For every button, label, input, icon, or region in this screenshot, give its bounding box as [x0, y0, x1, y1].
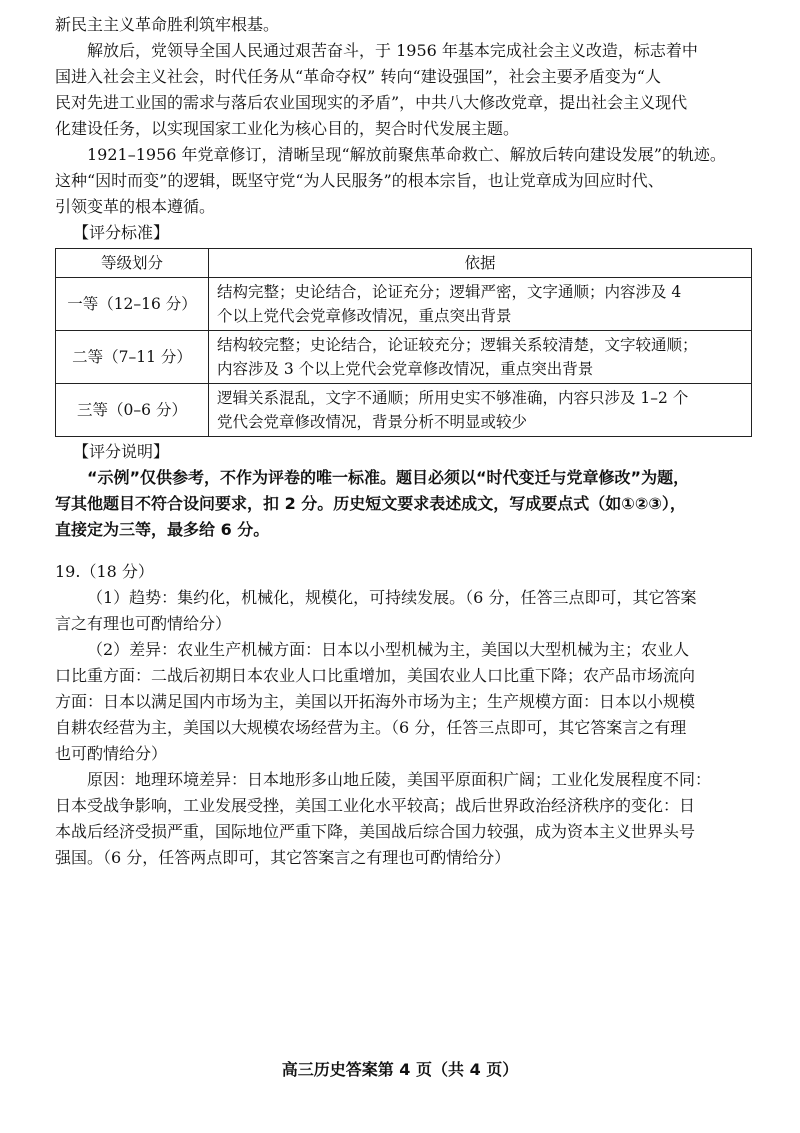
liberation-paragraph — [55, 38, 755, 142]
text-line: 自耕农经营为主，美国以大规模农场经营为主。（6 分，任答三点即可，其它答案言之有理 — [55, 718, 687, 737]
text-line: 解放后，党领导全国人民通过艰苦奋斗，于 1956 年基本完成社会主义改造，标志着中 — [87, 41, 698, 60]
text-line: 国进入社会主义社会，时代任务从“革命夺权” 转向“建设强国”，社会主要矛盾变为“人 — [55, 67, 661, 86]
text-line: 方面：日本以满足国内市场为主，美国以开拓海外市场为主；生产规模方面：日本以小规模 — [55, 692, 696, 711]
grade-cell: 二等（7–11 分） — [56, 331, 209, 384]
basis-column-header: 依据 — [209, 249, 752, 278]
basis-line: 逻辑关系混乱，文字不通顺；所用史实不够准确，内容只涉及 1–2 个 — [217, 389, 689, 407]
text-line: 写其他题目不符合设问要求，扣 2 分。历史短文要求表述成文，写成要点式（如①②③）， — [55, 494, 686, 513]
text-line: 直接定为三等，最多给 6 分。 — [55, 520, 270, 539]
scoring-standard-heading: 【评分标准】 — [73, 223, 170, 242]
basis-cell — [209, 331, 752, 384]
text-line: 民对先进工业国的需求与落后农业国现实的矛盾”，中共八大修改党章，提出社会主义现代 — [55, 93, 688, 112]
section-spacer — [55, 543, 755, 559]
answer-page — [55, 12, 755, 871]
text-line: 强国。（6 分，任答两点即可，其它答案言之有理也可酌情给分） — [55, 848, 511, 867]
text-line: “示例”仅供参考，不作为评卷的唯一标准。题目必须以“时代变迁与党章修改”为题， — [87, 468, 690, 487]
text-line: 这种“因时而变”的逻辑，既坚守党“为人民服务”的根本宗旨，也让党章成为回应时代、 — [55, 171, 664, 190]
text-line: 日本受战争影响，工业发展受挫，美国工业化水平较高；战后世界政治经济秩序的变化：日 — [55, 796, 696, 815]
table-header-row — [56, 249, 752, 278]
text-line: 也可酌情给分） — [55, 744, 168, 763]
scoring-rubric-table — [55, 248, 752, 437]
intro-paragraph — [55, 12, 755, 38]
basis-cell — [209, 278, 752, 331]
grade-cell: 一等（12–16 分） — [56, 278, 209, 331]
text-line: 化建设任务，以实现国家工业化为核心目的，契合时代发展主题。 — [55, 119, 520, 138]
text-line: （2）差异：农业生产机械方面：日本以小型机械为主，美国以大型机械为主；农业人 — [87, 640, 690, 659]
scoring-note-heading: 【评分说明】 — [73, 442, 170, 461]
basis-cell — [209, 384, 752, 437]
grade-cell: 三等（0–6 分） — [56, 384, 209, 437]
text-line: 言之有理也可酌情给分） — [55, 614, 232, 633]
text-line: 原因：地理环境差异：日本地形多山地丘陵，美国平原面积广阔；工业化发展程度不同： — [87, 770, 712, 789]
text-line: （1）趋势：集约化，机械化，规模化，可持续发展。（6 分，任答三点即可，其它答案 — [87, 588, 697, 607]
basis-line: 党代会党章修改情况，背景分析不明显或较少 — [217, 413, 528, 431]
basis-line: 内容涉及 3 个以上党代会党章修改情况，重点突出背景 — [217, 360, 594, 378]
text-line: 引领变革的根本遵循。 — [55, 197, 216, 216]
table-row — [56, 331, 752, 384]
page-footer: 高三历史答案第 4 页（共 4 页） — [281, 1060, 519, 1079]
question-19 — [55, 559, 755, 871]
question-title: 19.（18 分） — [55, 562, 154, 581]
basis-line: 个以上党代会党章修改情况，重点突出背景 — [217, 307, 512, 325]
scoring-note-paragraph — [55, 465, 755, 543]
text-line: 本战后经济受损严重，国际地位严重下降，美国战后综合国力较强，成为资本主义世界头号 — [55, 822, 696, 841]
table-row — [56, 278, 752, 331]
text-line: 1921–1956 年党章修订，清晰呈现“解放前聚焦革命救亡、解放后转向建设发展”的轨迹。 — [87, 145, 726, 164]
summary-paragraph — [55, 142, 755, 220]
text-line: 新民主主义革命胜利筑牢根基。 — [55, 15, 280, 34]
basis-line: 结构完整；史论结合，论证充分；逻辑严密，文字通顺；内容涉及 4 — [217, 283, 682, 301]
text-line: 口比重方面：二战后初期日本农业人口比重增加，美国农业人口比重下降；农产品市场流向 — [55, 666, 696, 685]
basis-line: 结构较完整；史论结合，论证较充分；逻辑关系较清楚，文字较通顺； — [217, 336, 698, 354]
grade-column-header: 等级划分 — [56, 249, 209, 278]
table-row — [56, 384, 752, 437]
